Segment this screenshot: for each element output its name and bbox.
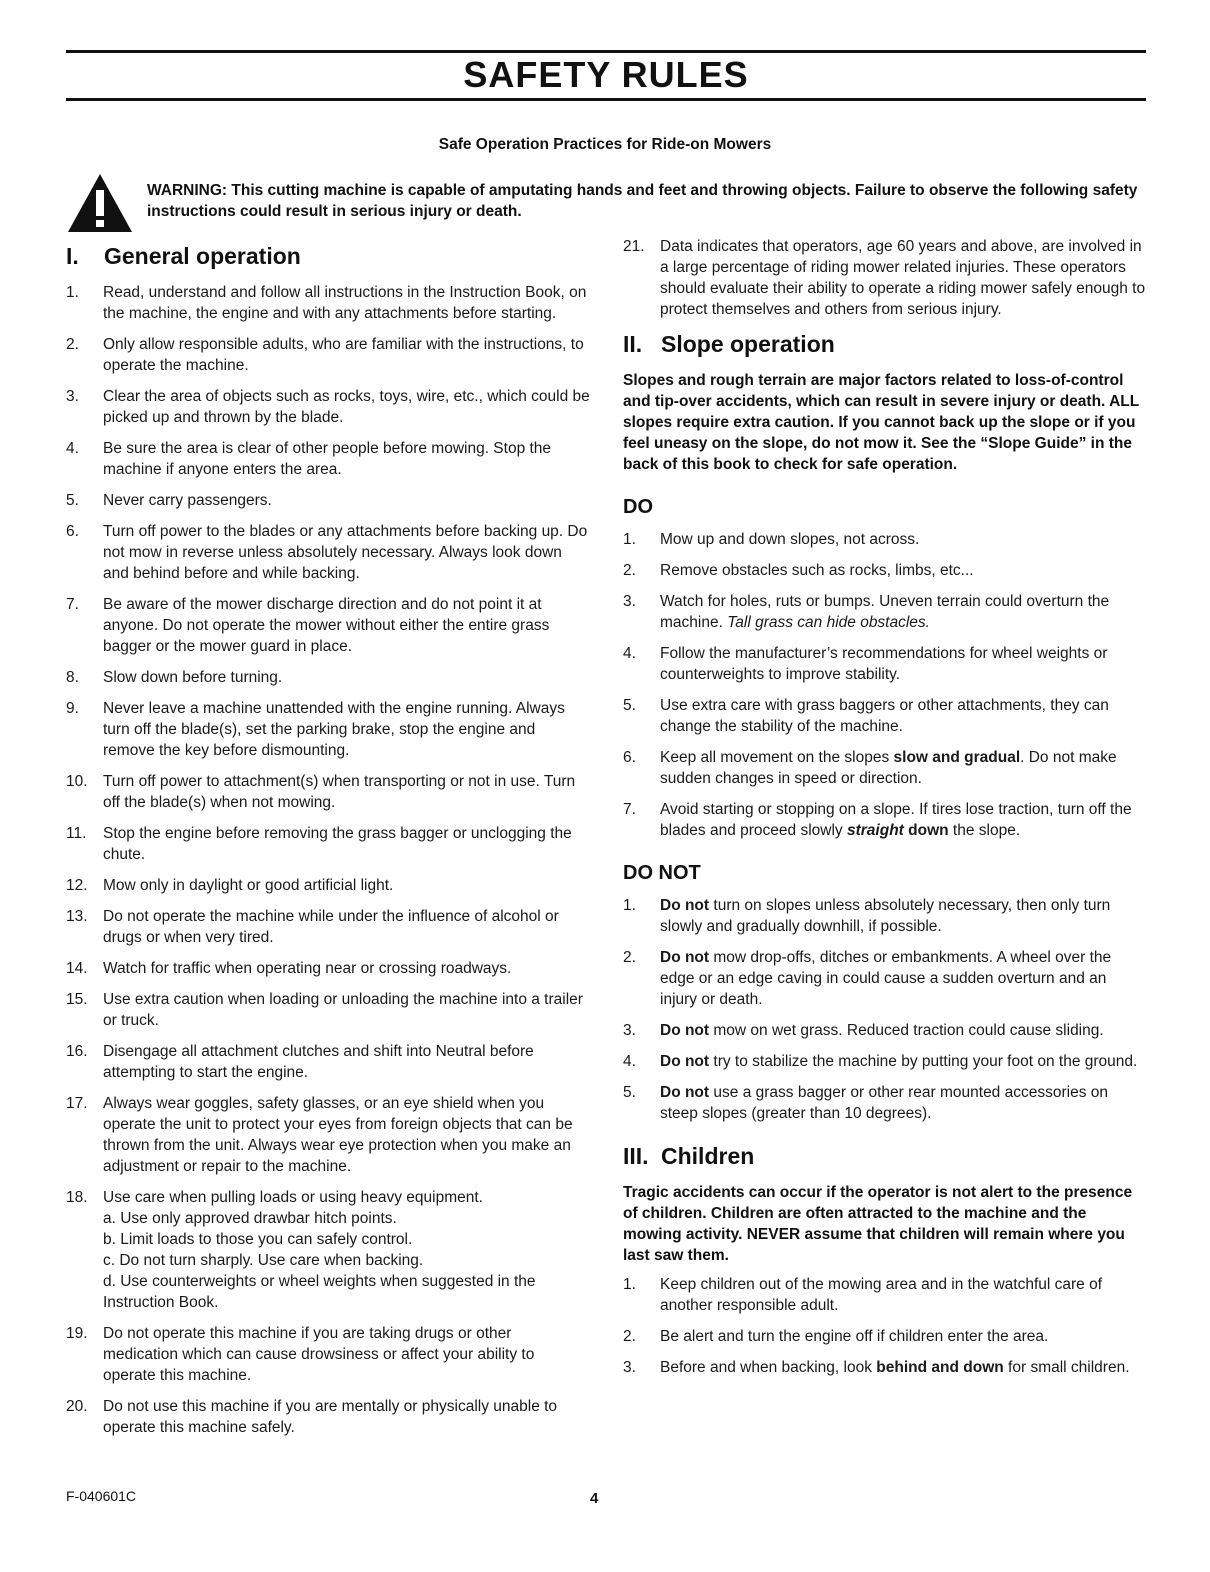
list-item: 15. Use extra caution when loading or unloading the machine into a trailer or truck. [66, 991, 583, 1029]
list-item: 1. Keep children out of the mowing area and in the watchful care of another responsible adult. [623, 1276, 1103, 1314]
list-item: 16. Disengage all attachment clutches and shift into Neutral before attempting to start the engine. [66, 1043, 534, 1081]
do-list [623, 529, 1147, 841]
document-code: F-040601C [66, 1488, 137, 1504]
list-item: 18. Use care when pulling loads or using heavy equipment. a. Use only approved drawbar hitch points. b. Limit loads to those you can safely control. c. Do not turn sharply. Use care when backing. d. Use counterweights or wheel weights when suggested in the Instruction Book. [66, 1187, 590, 1313]
list-item: 11. Stop the engine before removing the grass bagger or unclogging the chute. [66, 825, 572, 863]
right-column [623, 236, 1147, 1388]
list-item: 9. Never leave a machine unattended with the engine running. Always turn off the blade(s), set the parking brake, stop the engine and remove the key before dismounting. [66, 700, 565, 759]
list-item: 14. Watch for traffic when operating near or crossing roadways. [66, 960, 512, 977]
slope-intro: Slopes and rough terrain are major factors related to loss-of-control and tip-over accidents, which can result in severe injury or death. ALL slopes require extra caution. If you cannot back up the slope or if you feel uneasy on the slope, do not mow it. See the “Slope Guide” in the back of this book to check for safe operation. [623, 372, 1139, 473]
list-item: 19. Do not operate this machine if you are taking drugs or other medication which can cause drowsiness or affect your ability to operate this machine. [66, 1325, 535, 1384]
list-item: 1. Mow up and down slopes, not across. [623, 531, 920, 548]
list-item: 1. Read, understand and follow all instructions in the Instruction Book, on the machine, the engine and with any attachments before starting. [66, 284, 587, 322]
list-item: 5. Never carry passengers. [66, 492, 272, 509]
list-item: 2. Do not mow drop-offs, ditches or embankments. A wheel over the edge or an edge caving in could cause a sudden overturn and an injury or death. [623, 949, 1112, 1008]
list-item: 3. Watch for holes, ruts or bumps. Uneven terrain could overturn the machine. Tall grass can hide obstacles. [623, 593, 1110, 631]
list-item: 3. Before and when backing, look behind and down for small children. [623, 1359, 1130, 1376]
section-children-heading: III. Children [623, 1143, 755, 1169]
children-list [623, 1274, 1147, 1378]
warning-triangle-icon [66, 172, 134, 234]
sub-item: c. Do not turn sharply. Use care when backing. [103, 1252, 424, 1269]
list-item: 4. Follow the manufacturer’s recommendations for wheel weights or counterweights to improve stability. [623, 645, 1108, 683]
list-item: 3. Clear the area of objects such as rocks, toys, wire, etc., which could be picked up and thrown by the blade. [66, 388, 590, 426]
list-item: 7. Avoid starting or stopping on a slope. If tires lose traction, turn off the blades and proceed slowly straight down the slope. [623, 801, 1132, 839]
do-heading: DO [623, 496, 653, 518]
list-item: 5. Use extra care with grass baggers or other attachments, they can change the stability of the machine. [623, 697, 1109, 735]
list-item: 6. Turn off power to the blades or any attachments before backing up. Do not mow in reverse unless absolutely necessary. Always look down and behind before and while backing. [66, 523, 588, 582]
page-subtitle: Safe Operation Practices for Ride-on Mowers [438, 136, 772, 153]
list-item: 2. Be alert and turn the engine off if children enter the area. [623, 1328, 1049, 1345]
general-list-continued [623, 236, 1147, 320]
do-not-list [623, 895, 1147, 1124]
list-item: 2. Remove obstacles such as rocks, limbs, etc... [623, 562, 974, 579]
list-item: 17. Always wear goggles, safety glasses, or an eye shield when you operate the unit to protect your eyes from foreign objects that can be thrown from the unit. Always wear eye protection when you make an adjustment or repair to the machine. [66, 1095, 573, 1175]
warning-text: WARNING: This cutting machine is capable of amputating hands and feet and throwing objects. Failure to observe the following safety instructions could result in serious injury or death. [147, 182, 1138, 220]
section-general-heading: I. General operation [66, 243, 301, 269]
list-item: 6. Keep all movement on the slopes slow and gradual. Do not make sudden changes in speed or direction. [623, 749, 1117, 787]
list-item: 13. Do not operate the machine while under the influence of alcohol or drugs or when very tired. [66, 908, 559, 946]
list-item: 3. Do not mow on wet grass. Reduced traction could cause sliding. [623, 1022, 1104, 1039]
sub-item: a. Use only approved drawbar hitch points. [103, 1210, 397, 1227]
list-item: 4. Do not try to stabilize the machine by putting your foot on the ground. [623, 1053, 1138, 1070]
list-item: 5. Do not use a grass bagger or other rear mounted accessories on steep slopes (greater than 10 degrees). [623, 1084, 1108, 1122]
list-item: 20. Do not use this machine if you are mentally or physically unable to operate this machine safely. [66, 1398, 558, 1436]
list-item: 4. Be sure the area is clear of other people before mowing. Stop the machine if anyone enters the area. [66, 440, 552, 478]
list-item: 1. Do not turn on slopes unless absolutely necessary, then only turn slowly and gradually downhill, if possible. [623, 897, 1111, 935]
sub-item: d. Use counterweights or wheel weights when suggested in the Instruction Book. [103, 1273, 536, 1311]
general-list [66, 282, 590, 1438]
list-item: 2. Only allow responsible adults, who are familiar with the instructions, to operate the machine. [66, 336, 584, 374]
list-item: 7. Be aware of the mower discharge direction and do not point it at anyone. Do not operate the mower without either the entire grass bagger or the mower guard in place. [66, 596, 550, 655]
bottom-rule [66, 98, 1146, 101]
do-not-heading: DO NOT [623, 862, 701, 884]
page-number: 4 [590, 1490, 599, 1507]
list-item: 21. Data indicates that operators, age 60 years and above, are involved in a large percentage of riding mower related injuries. These operators should evaluate their ability to operate a riding mower safely enough to protect themselves and others from serious injury. [623, 238, 1146, 318]
list-item: 10. Turn off power to attachment(s) when transporting or not in use. Turn off the blade(s) when not mowing. [66, 773, 576, 811]
left-column [66, 236, 590, 1448]
list-item: 12. Mow only in daylight or good artificial light. [66, 877, 394, 894]
children-intro: Tragic accidents can occur if the operator is not alert to the presence of children. Children are often attracted to the machine and the mowing activity. NEVER assume that children will remain where you last saw them. [623, 1184, 1133, 1264]
list-item: 8. Slow down before turning. [66, 669, 283, 686]
page-title: SAFETY RULES [463, 54, 749, 95]
sub-item: b. Limit loads to those you can safely control. [103, 1231, 413, 1248]
section-slope-heading: II. Slope operation [623, 331, 835, 357]
